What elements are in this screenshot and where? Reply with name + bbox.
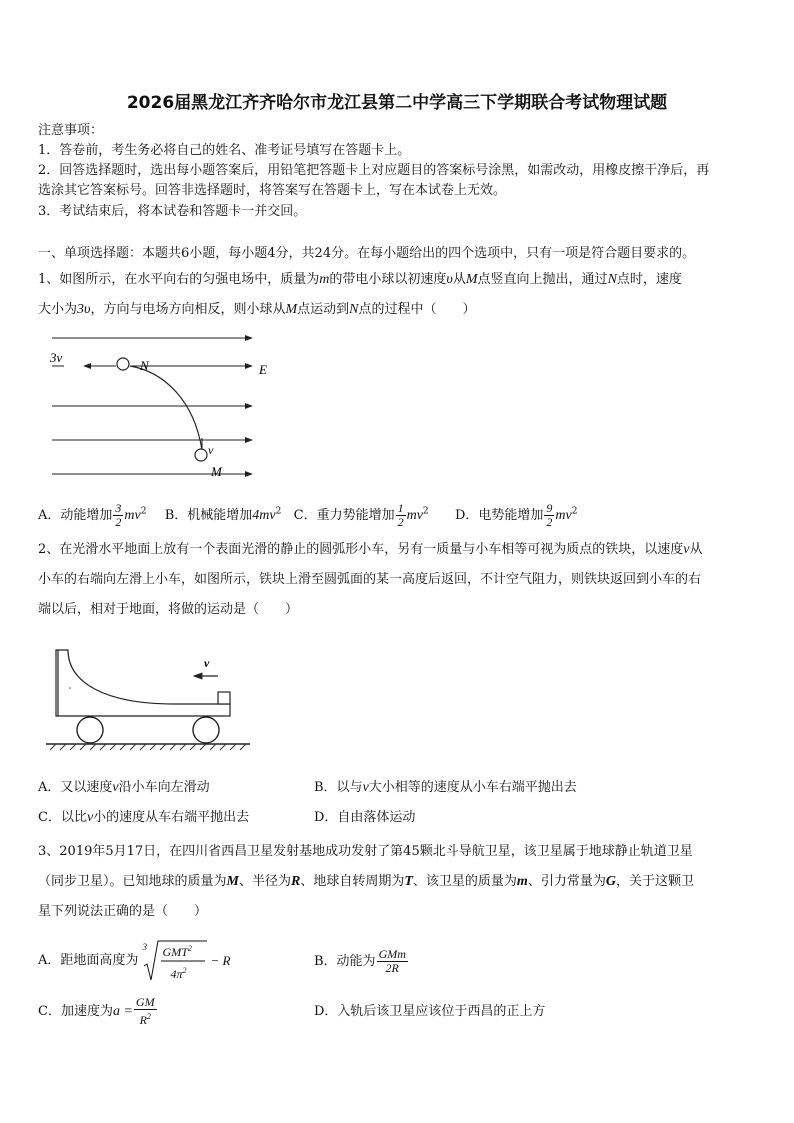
label-M: M [211, 464, 222, 479]
q2-figure-cart [44, 642, 258, 752]
label-N: N [140, 358, 149, 373]
q2-option-d[interactable]: D．自由落体运动 [314, 810, 416, 825]
q1-options [38, 494, 577, 534]
page-title: 2026届黑龙江齐齐哈尔市龙江县第二中学高三下学期联合考试物理试题 [126, 93, 668, 113]
notice-item-1: 1．答卷前，考生务必将自己的姓名、准考证号填写在答题卡上。 [38, 143, 411, 158]
trajectory-curve [130, 366, 202, 450]
q2-option-c[interactable]: C．以比v小的速度从车右端平抛出去 [38, 810, 250, 825]
iron-block [218, 692, 230, 704]
cart-wheel-left [77, 717, 103, 743]
q3-stem-line3: 星下列说法正确的是（ ） [38, 904, 208, 919]
q3-option-c[interactable]: C．加速度为a = $\frac{GM}{R^2}$ [38, 995, 155, 1027]
cart-wheel-right [193, 717, 219, 743]
q1-option-c[interactable]: C．重力势能增加 $\frac{1}{2}$ $mv^2$ [293, 501, 429, 530]
label-3v: 3v [50, 350, 63, 365]
q2-option-b[interactable]: B．以与v大小相等的速度从小车右端平抛出去 [314, 780, 577, 795]
notice-heading: 注意事项： [38, 123, 104, 138]
q1-stem-line1: 1、如图所示，在水平向右的匀强电场中，质量为m的带电小球以初速度υ从M点竖直向上抛出，通过N点时，速度 [38, 272, 682, 287]
notice-item-3: 3．考试结束后，将本试卷和答题卡一并交回。 [38, 204, 307, 219]
q1-stem-line2: 大小为3υ，方向与电场方向相反，则小球从M点运动到N点的过程中（ ） [38, 302, 476, 317]
label-E: E [259, 362, 267, 377]
q1-figure-electric-field [44, 330, 284, 482]
q2-option-a[interactable]: A．又以速度v沿小车向左滑动 [38, 780, 210, 795]
q2-stem-line1: 2、在光滑水平地面上放有一个表面光滑的静止的圆弧形小车，另有一质量与小车相等可视为质点的铁块，以速度v从 [38, 542, 703, 557]
q3-stem-line2: （同步卫星）。已知地球的质量为M、半径为R、地球自转周期为T、该卫星的质量为m、引力常量为G，关于这颗卫 [38, 874, 694, 889]
q1-option-a[interactable]: A．动能增加 $\frac{3}{2}$ $mv^2$ [38, 501, 147, 530]
q3-stem-line1: 3、2019年5月17日，在四川省西昌卫星发射基地成功发射了第45颗北斗导航卫星，该卫星属于地球静止轨道卫星 [38, 844, 693, 859]
section-heading: 一、单项选择题：本题共6小题，每小题4分，共24分。在每小题给出的四个选项中，只有一项是符合题目要求的。 [38, 246, 696, 261]
ball-at-N [117, 358, 129, 370]
q2-stem-line3: 端以后，相对于地面，将做的运动是（ ） [38, 602, 299, 617]
q3-option-b[interactable]: B．动能为 $\frac{\text{GMm}}{2R}$ [314, 947, 406, 975]
notice-item-2-cont: 选涂其它答案标号。回答非选择题时，将答案写在答题卡上，写在本试卷上无效。 [38, 183, 507, 198]
q3-option-a[interactable]: A．距地面高度为 3 GMT$^2$ $4\pi^2$ − R [38, 936, 231, 986]
q1-option-d[interactable]: D．电势能增加 $\frac{9}{2}$ $mv^2$ [454, 501, 578, 530]
ball-at-M [195, 449, 207, 461]
q2-stem-line2: 小车的右端向左滑上小车，如图所示，铁块上滑至圆弧面的某一高度后返回，不计空气阻力，则铁块返回到小车的右 [38, 572, 702, 587]
label-v: v [204, 656, 210, 670]
q1-option-b[interactable]: B．机械能增加$4mv^2$ [164, 507, 282, 524]
q3-option-d[interactable]: D．入轨后该卫星应该位于西昌的正上方 [314, 1004, 546, 1019]
label-v: v [208, 443, 214, 457]
notice-item-2: 2．回答选择题时，选出每小题答案后，用铅笔把答题卡上对应题目的答案标号涂黑，如需改动，用橡皮擦干净后，再 [38, 163, 710, 178]
ground-hatch [50, 744, 246, 750]
